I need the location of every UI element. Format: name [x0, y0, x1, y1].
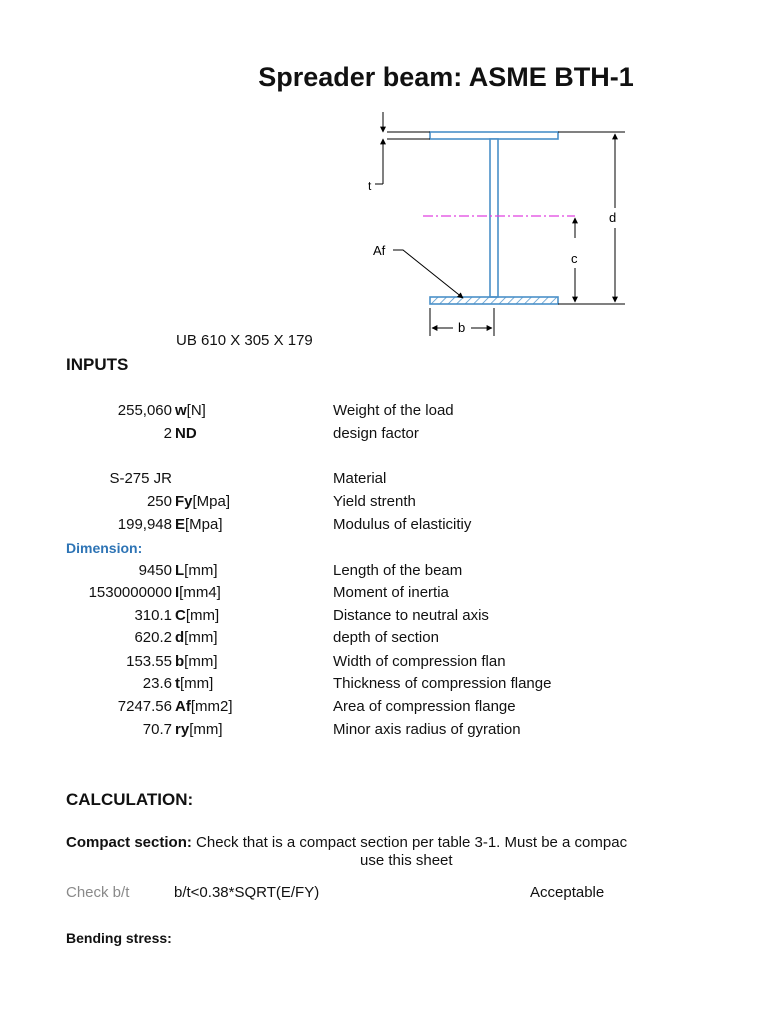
inputs-heading: INPUTS: [66, 355, 129, 374]
input-value[interactable]: 310.1: [134, 607, 172, 624]
beam-section-diagram: [355, 108, 635, 338]
input-symbol: I[mm4]: [175, 584, 221, 601]
input-description: Modulus of elasticitiy: [333, 516, 472, 533]
input-row-depth: [0, 629, 768, 651]
web: [490, 139, 498, 297]
label-b: b: [458, 320, 466, 335]
input-symbol: Fy[Mpa]: [175, 493, 231, 510]
input-row-thickness: [0, 675, 768, 697]
check-label: Check b/t: [66, 884, 130, 901]
label-af: Af: [373, 243, 386, 258]
input-symbol: b[mm]: [175, 653, 218, 670]
input-symbol: ND: [175, 425, 197, 442]
compact-section-note: Compact section: Check that is a compact section per table 3-1. Must be a compac: [66, 834, 628, 851]
input-row-width: [0, 653, 768, 675]
dimension-heading: Dimension:: [66, 540, 143, 556]
input-description: Thickness of compression flange: [333, 675, 552, 692]
input-value[interactable]: S-275 JR: [109, 470, 172, 487]
input-value[interactable]: 620.2: [134, 629, 172, 646]
input-description: Width of compression flan: [333, 653, 506, 670]
input-row-gyration: [0, 721, 768, 743]
input-description: depth of section: [333, 629, 439, 646]
input-symbol: d[mm]: [175, 629, 218, 646]
input-row-flange-area: [0, 698, 768, 720]
input-description: Distance to neutral axis: [333, 607, 489, 624]
input-value[interactable]: 23.6: [142, 675, 172, 692]
input-value[interactable]: 2: [163, 425, 172, 442]
input-row-yield: [0, 493, 768, 515]
input-symbol: Af[mm2]: [175, 698, 233, 715]
bending-stress-heading: Bending stress:: [66, 930, 172, 946]
input-description: Length of the beam: [333, 562, 463, 579]
input-value[interactable]: 153.55: [126, 653, 172, 670]
input-row-weight: [0, 402, 768, 424]
input-description: Material: [333, 470, 387, 487]
page-title: Spreader beam: ASME BTH-1: [258, 62, 634, 92]
input-value[interactable]: 255,060: [117, 402, 172, 419]
input-symbol: t[mm]: [175, 675, 214, 692]
input-symbol: E[Mpa]: [175, 516, 223, 533]
input-row-inertia: [0, 584, 768, 606]
input-row-modulus: [0, 516, 768, 538]
input-symbol: ry[mm]: [175, 721, 223, 738]
input-description: design factor: [333, 425, 419, 442]
input-value[interactable]: 199,948: [117, 516, 172, 533]
label-d: d: [609, 210, 617, 225]
check-result: Acceptable: [530, 884, 605, 901]
input-row-neutral-axis: [0, 607, 768, 629]
input-value[interactable]: 70.7: [142, 721, 172, 738]
input-description: Weight of the load: [333, 402, 454, 419]
check-expression: b/t<0.38*SQRT(E/FY): [174, 884, 320, 901]
input-value[interactable]: 1530000000: [88, 584, 172, 601]
input-symbol: w[N]: [175, 402, 206, 419]
input-description: Area of compression flange: [333, 698, 516, 715]
input-row-design-factor: [0, 425, 768, 447]
top-flange: [430, 132, 558, 139]
input-description: Moment of inertia: [333, 584, 449, 601]
compact-section-note-cont: use this sheet: [360, 852, 453, 869]
label-c: c: [571, 251, 578, 266]
input-description: Yield strenth: [333, 493, 416, 510]
input-symbol: L[mm]: [175, 562, 218, 579]
input-row-material: [0, 470, 768, 492]
input-value[interactable]: 7247.56: [117, 698, 172, 715]
bottom-flange: [430, 297, 558, 304]
label-t: t: [368, 179, 372, 193]
calculation-heading: CALCULATION:: [66, 790, 194, 809]
input-row-length: [0, 562, 768, 584]
input-value[interactable]: 9450: [138, 562, 172, 579]
section-designation: UB 610 X 305 X 179: [176, 332, 313, 349]
input-symbol: C[mm]: [175, 607, 220, 624]
input-value[interactable]: 250: [146, 493, 172, 510]
input-description: Minor axis radius of gyration: [333, 721, 521, 738]
